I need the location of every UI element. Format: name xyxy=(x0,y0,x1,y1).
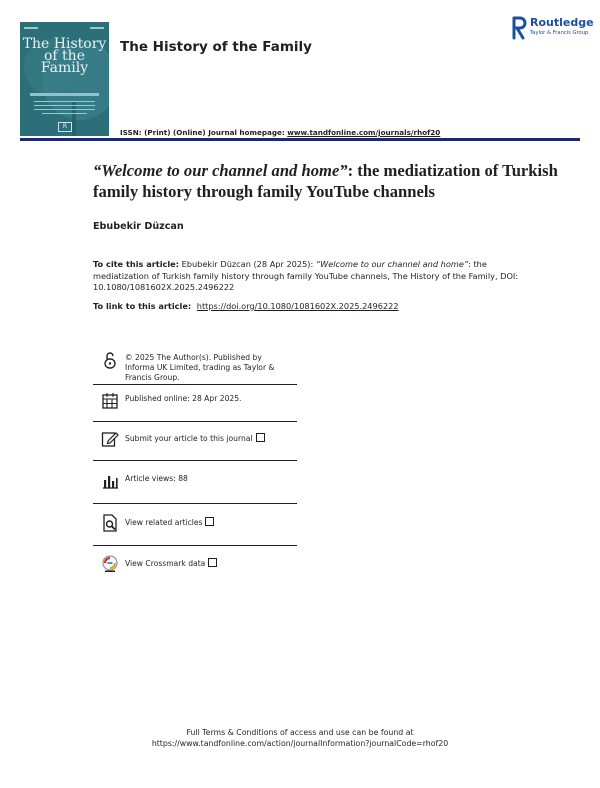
panel-divider xyxy=(93,421,297,422)
cover-tiny-text xyxy=(24,27,38,29)
footer xyxy=(0,727,600,749)
license-text: © 2025 The Author(s). Published by Informa UK Limited, trading as Taylor & Francis Group. xyxy=(125,353,275,382)
submit-article-row[interactable] xyxy=(93,430,297,450)
journal-cover-image xyxy=(20,22,109,136)
related-articles-link[interactable]: View related articles xyxy=(125,516,293,528)
issn-line xyxy=(120,128,440,137)
journal-name: The History of the Family xyxy=(120,39,312,55)
journal-homepage-link[interactable]: www.tandfonline.com/journals/rhof20 xyxy=(287,128,441,137)
edit-icon xyxy=(101,430,119,448)
publisher-name: Routledge xyxy=(530,16,594,29)
citation-quote: “Welcome to our channel and home” xyxy=(315,259,469,269)
submit-article-link[interactable]: Submit your article to this journal xyxy=(125,432,293,444)
issn-label: ISSN: (Print) (Online) Journal homepage: xyxy=(120,128,285,137)
external-link-icon xyxy=(205,517,214,526)
cover-band xyxy=(30,93,99,96)
crossmark-row[interactable] xyxy=(93,555,297,575)
citation-block xyxy=(93,259,523,294)
panel-divider xyxy=(93,545,297,546)
footer-terms-link[interactable]: https://www.tandfonline.com/action/journalInformation?journalCode=rhof20 xyxy=(151,739,449,748)
cover-title: The History of the Family xyxy=(22,36,107,76)
article-author: Ebubekir Düzcan xyxy=(93,221,184,232)
publisher-subtitle: Taylor & Francis Group xyxy=(530,30,589,36)
open-access-icon xyxy=(101,351,119,369)
cover-publisher-logo: R xyxy=(58,122,72,132)
article-views-row xyxy=(93,472,297,492)
calendar-icon xyxy=(101,392,119,410)
related-articles-icon xyxy=(101,514,119,532)
panel-divider xyxy=(93,503,297,504)
crossmark-icon xyxy=(101,555,119,573)
panel-divider xyxy=(93,460,297,461)
citation-label: To cite this article: xyxy=(93,259,179,269)
header-rule xyxy=(20,138,580,141)
article-title xyxy=(93,160,563,202)
routledge-r-icon xyxy=(511,16,527,40)
bar-chart-icon xyxy=(101,472,119,490)
article-title-quote: “Welcome to our channel and home” xyxy=(93,161,348,180)
citation-rest: : the mediatization of Turkish family history through family YouTube channels, The History of the Family, DOI: xyxy=(93,259,519,281)
article-title-rest: : the mediatization of Turkish family history through family YouTube channels xyxy=(93,161,558,201)
article-doi-link[interactable]: https://doi.org/10.1080/1081602X.2025.2496222 xyxy=(196,301,399,311)
footer-terms: Full Terms & Conditions of access and use can be found at xyxy=(186,728,414,737)
routledge-logo xyxy=(511,16,595,42)
external-link-icon xyxy=(256,433,265,442)
citation-doi[interactable]: 10.1080/1081602X.2025.2496222 xyxy=(93,282,235,293)
license-row[interactable] xyxy=(93,351,297,387)
article-link-line xyxy=(93,301,399,311)
article-views: Article views: 88 xyxy=(125,474,188,483)
published-row xyxy=(93,392,297,412)
cover-tiny-text xyxy=(90,27,104,29)
external-link-icon xyxy=(208,558,217,567)
crossmark-link[interactable]: View Crossmark data xyxy=(125,557,293,569)
citation-prefix: Ebubekir Düzcan (28 Apr 2025): xyxy=(181,259,316,269)
article-link-label: To link to this article: xyxy=(93,301,192,311)
panel-divider xyxy=(93,384,297,385)
published-date: Published online: 28 Apr 2025. xyxy=(125,394,242,403)
related-articles-row[interactable] xyxy=(93,514,297,534)
